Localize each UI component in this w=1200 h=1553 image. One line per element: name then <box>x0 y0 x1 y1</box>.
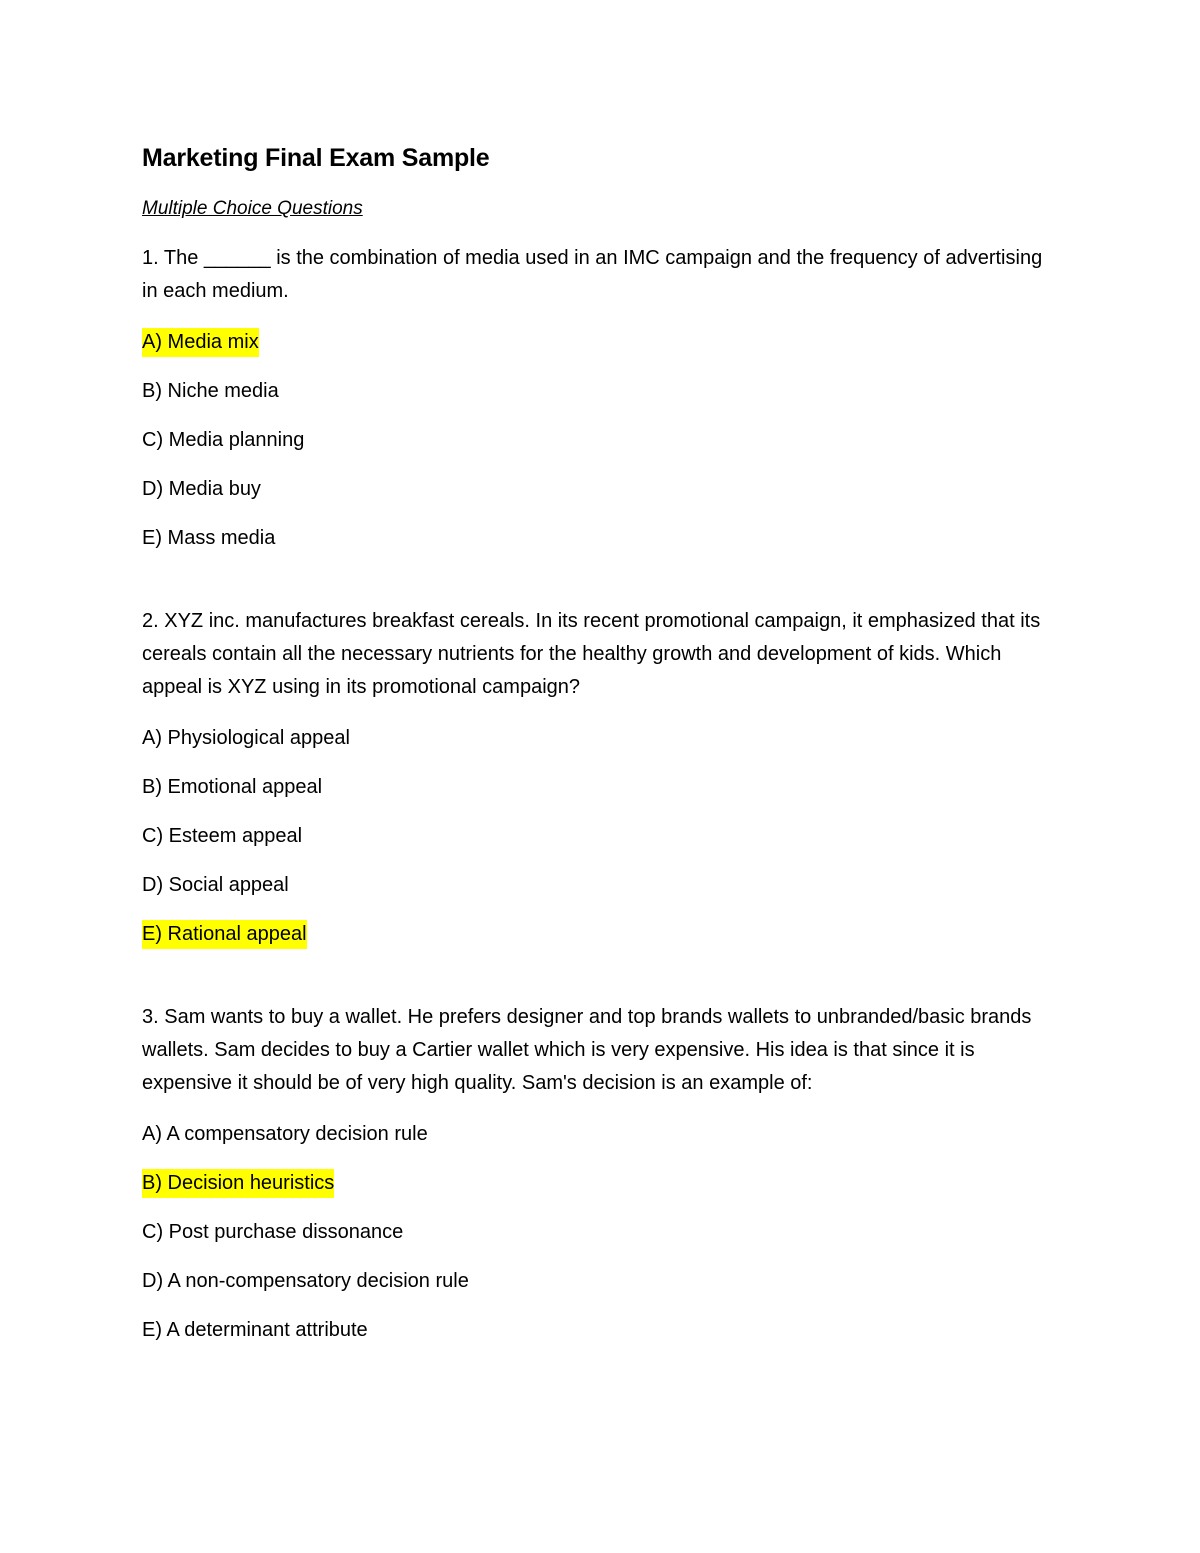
option-1a <box>142 328 1062 357</box>
option-3e <box>142 1316 1062 1345</box>
option-1e <box>142 524 1062 553</box>
option-label: E) Mass media <box>142 527 276 549</box>
document-title: Marketing Final Exam Sample <box>142 144 490 172</box>
section-heading: Multiple Choice Questions <box>142 198 363 219</box>
option-2b <box>142 773 1062 802</box>
option-2a <box>142 724 1062 753</box>
option-2c <box>142 822 1062 851</box>
option-label: C) Media planning <box>142 429 305 451</box>
option-label: C) Post purchase dissonance <box>142 1221 404 1243</box>
option-label: B) Niche media <box>142 380 279 402</box>
option-1c <box>142 426 1062 455</box>
option-3a <box>142 1120 1062 1149</box>
option-label: C) Esteem appeal <box>142 825 303 847</box>
option-label: D) Social appeal <box>142 874 289 896</box>
option-1d <box>142 475 1062 504</box>
option-1b <box>142 377 1062 406</box>
option-label: D) Media buy <box>142 478 261 500</box>
option-2e <box>142 920 1062 949</box>
question-text-1: 1. The ______ is the combination of media used in an IMC campaign and the frequency of advertising in each medium. <box>142 247 1043 302</box>
option-label: D) A non-compensatory decision rule <box>142 1270 469 1292</box>
option-label: A) Physiological appeal <box>142 727 350 749</box>
option-label: E) A determinant attribute <box>142 1319 368 1341</box>
option-3d <box>142 1267 1062 1296</box>
question-block-1 <box>142 242 1062 553</box>
option-label: A) A compensatory decision rule <box>142 1123 428 1145</box>
document-page <box>142 140 1062 1345</box>
question-text-3: 3. Sam wants to buy a wallet. He prefers designer and top brands wallets to unbranded/basic brands wallets. Sam decides to buy a Cartier wallet which is very expensive. His idea is that since it is expensive it should be of very high quality. Sam's decision is an example of: <box>142 1006 1032 1094</box>
question-block-3 <box>142 1001 1062 1345</box>
question-block-2 <box>142 605 1062 949</box>
option-3b <box>142 1169 1062 1198</box>
question-text-2: 2. XYZ inc. manufactures breakfast cereals. In its recent promotional campaign, it emphasized that its cereals contain all the necessary nutrients for the healthy growth and development of kids. Which appeal is XYZ using in its promotional campaign? <box>142 610 1041 698</box>
option-label: A) Media mix <box>142 328 259 357</box>
option-label: E) Rational appeal <box>142 920 307 949</box>
option-2d <box>142 871 1062 900</box>
option-3c <box>142 1218 1062 1247</box>
option-label: B) Emotional appeal <box>142 776 323 798</box>
option-label: B) Decision heuristics <box>142 1169 334 1198</box>
